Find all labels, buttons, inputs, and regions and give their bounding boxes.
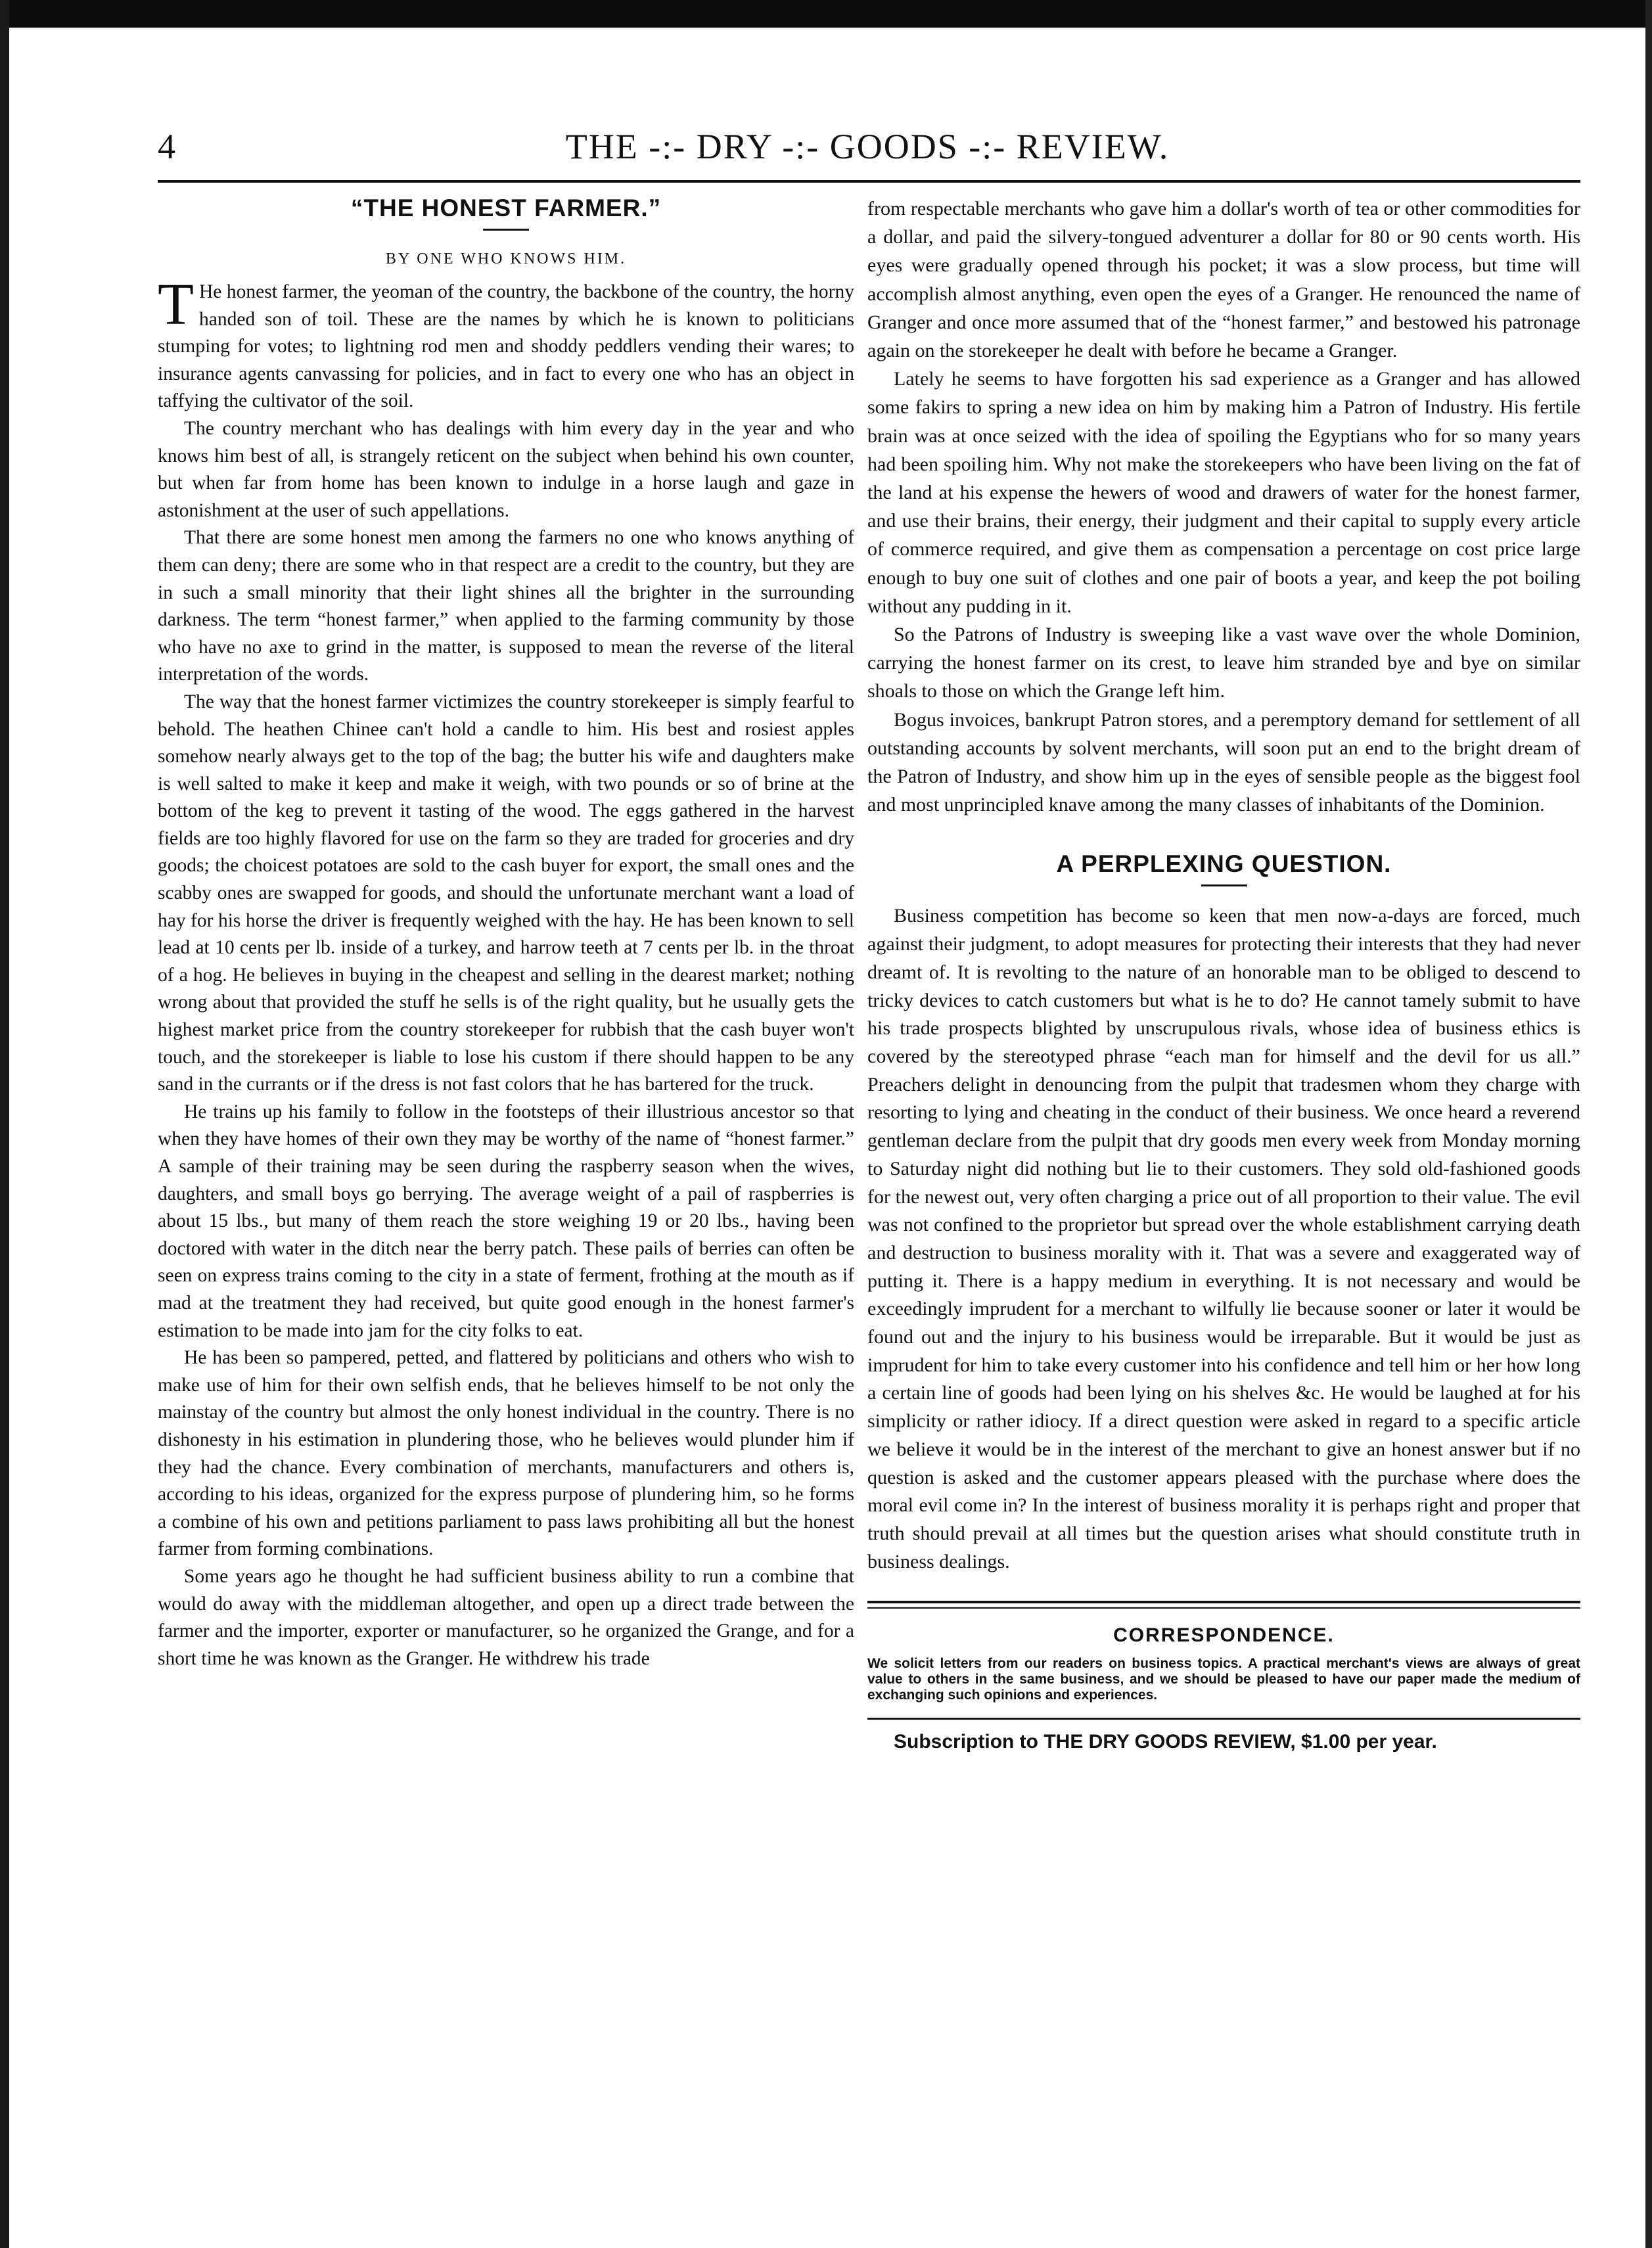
article-title: A PERPLEXING QUESTION. xyxy=(1056,850,1392,878)
left-column xyxy=(158,195,854,1672)
title-rule xyxy=(1201,884,1247,886)
continued-paragraph: So the Patrons of Industry is sweeping like a vast wave over the whole Dominion, carrying the honest farmer on its crest, to leave him stranded bye and bye on similar shoals to those on which the Grange left him. xyxy=(867,624,1580,702)
perplexing-question-article xyxy=(867,850,1580,1576)
article-title: “THE HONEST FARMER.” xyxy=(350,195,662,221)
byline: BY ONE WHO KNOWS HIM. xyxy=(385,250,627,267)
article-paragraph: He has been so pampered, petted, and flattered by politicians and others who wish to make use of him for their own selfish ends, that he believes himself to be not only the mainstay of the country but almost the only honest individual in the country. There is no dishonesty in his estimation in plundering those, who he believes would plunder him if they had the chance. Every combination of merchants, manufacturers and others is, according to his ideas, organized for the express purpose of plundering him, so he forms a combine of his own and petitions parliament to pass laws prohibiting all but the honest farmer from forming combinations. xyxy=(158,1347,854,1560)
correspondence-text: We solicit letters from our readers on business topics. A practical merchant's views are always of great value to others in the same business, and we should be pleased to have our paper made the medium of exchanging such opinions and experiences. xyxy=(867,1656,1580,1703)
article-paragraph: Some years ago he thought he had sufficient business ability to run a combine that would do away with the middleman altogether, and open up a direct trade between the farmer and the importer, exporter or manufacturer, so he organized the Grange, and for a short time he was known as the Granger. He withdrew his trade xyxy=(158,1565,854,1669)
correspondence-box xyxy=(867,1601,1580,1756)
header-rule xyxy=(158,180,1580,183)
article-paragraph: The country merchant who has dealings with him every day in the year and who knows him best of all, is strangely reticent on the subject when behind his own counter, but when far from home has been known to indulge in a horse laugh and gaze in astonishment at the user of such appellations. xyxy=(158,417,854,521)
drop-cap: T xyxy=(158,272,194,337)
article-paragraph: That there are some honest men among the farmers no one who knows anything of them can deny; there are some who in that respect are a credit to the country, but they are in such a small minority that their light shines all the brighter in the surrounding darkness. The term “honest farmer,” when applied to the farming community by those who have no axe to grind in the matter, is supposed to mean the reverse of the literal interpretation of the words. xyxy=(158,527,854,685)
continued-paragraph: from respectable merchants who gave him a dollar's worth of tea or other commodities for a dollar, and paid the silvery-tongued adventurer a dollar for 80 or 90 cents worth. His eyes were gradually opened through his pocket; it was a slow process, but time will accomplish almost anything, even open the eyes of a Granger. He renounced the name of Granger and once more assumed that of the “honest farmer,” and bestowed his patronage again on the storekeeper he dealt with before he became a Granger. xyxy=(867,198,1580,362)
page-right-edge xyxy=(1645,0,1652,2248)
page-top-border xyxy=(0,0,1652,28)
page-left-edge xyxy=(0,0,9,2248)
article-paragraph: He trains up his family to follow in the footsteps of their illustrious ancestor so that when they have homes of their own they may be worthy of the name of “honest farmer.” A sample of their training may be seen during the raspberry season when the wives, daughters, and small boys go berrying. The average weight of a pail of raspberries is about 15 lbs., but many of them reach the store weighing 19 or 20 lbs., having been doctored with water in the ditch near the berry patch. These pails of berries can often be seen on express trains coming to the city in a state of ferment, frothing at the mouth as if mad at the treatment they had received, but quite good enough in the honest farmer's estimation to be made into jam for the city folks to eat. xyxy=(158,1101,854,1341)
correspondence-title: CORRESPONDENCE. xyxy=(1113,1624,1335,1647)
running-head: THE -:- DRY -:- GOODS -:- REVIEW. xyxy=(565,127,1170,166)
article-paragraph: T He honest farmer, the yeoman of the country, the backbone of the country, the horny handed son of toil. These are the names by which he is known to politicians stumping for votes; to lightning rod men and shoddy peddlers vending their wares; to insurance agents canvassing for policies, and in fact to every one who has an object in taffying the cultivator of the soil. xyxy=(158,272,854,412)
continued-paragraph: Lately he seems to have forgotten his sad experience as a Granger and has allowed some fakirs to spring a new idea on him by making him a Patron of Industry. His fertile brain was at once seized with the idea of spoiling the Egyptians who for so many years had been spoiling him. Why not make the storekeepers who have been living on the fat of the land at his expense the hewers of wood and drawers of water for the honest farmer, and use their brains, their energy, their judgment and their capital to supply every article of commerce required, and give them as compensation a percentage on cost price large enough to buy one suit of clothes and one pair of boots a year, and keep the pot boiling without any pudding in it. xyxy=(867,368,1580,617)
double-rule xyxy=(867,1601,1580,1609)
article-paragraph: The way that the honest farmer victimizes the country storekeeper is simply fearful to behold. The heathen Chinee can't hold a candle to him. His best and rosiest apples somehow nearly always get to the top of the bag; the butter his wife and daughters make is well salted to make it keep and make it weigh, with two pounds or so of brine at the bottom of the keg to prevent it tasting of the wood. The eggs gathered in the harvest fields are too highly flavored for use on the farm so they are traded for groceries and dry goods; the choicest potatoes are sold to the cash buyer for export, the small ones and the scabby ones are swapped for goods, and should the unfortunate merchant want a load of hay for his horse the driver is frequently weighed with the hay. He has been known to sell lead at 10 cents per lb. inside of a turkey, and harrow teeth at 7 cents per lb. in the throat of a hog. He believes in buying in the cheapest and selling in the dearest market; nothing wrong about that provided the stuff he sells is of the right quality, but he usually gets the highest market price from the country storekeeper for rubbish that the cash buyer won't touch, and the storekeeper is liable to lose his custom if there should happen to be any sand in the currants or if the dress is not fast colors that he has bartered for the truck. xyxy=(158,691,854,1095)
right-column xyxy=(867,195,1580,1756)
subscription-rule xyxy=(867,1718,1580,1720)
subscription-notice: Subscription to THE DRY GOODS REVIEW, $1.00 per year. xyxy=(894,1731,1437,1753)
article-paragraph: Business competition has become so keen that men now-a-days are forced, much against their judgment, to adopt measures for protecting their interests that they had never dreamt of. It is revolting to the nature of an honorable man to be obliged to descend to tricky devices to catch customers but what is he to do? He cannot tamely submit to have his trade prospects blighted by unscrupulous rivals, whose idea of business ethics is covered by the stereotyped phrase “each man for himself and the devil for us all.” Preachers delight in denouncing from the pulpit that tradesmen whom they charge with resorting to lying and cheating in the conduct of their business. We once heard a reverend gentleman declare from the pulpit that dry goods men every week from Monday morning to Saturday night did nothing but lie to their customers. They sold old-fashioned goods for the newest out, very often charging a price out of all proportion to their value. The evil was not confined to the proprietor but spread over the whole establishment carrying death and destruction to business morality with it. That was a severe and exaggerated way of putting it. There is a happy medium in everything. It is not necessary and would be exceedingly imprudent for a merchant to wilfully lie because sooner or later it would be found out and the injury to his business would be irreparable. But it would be just as imprudent for him to take every customer into his confidence and tell him or her how long a certain line of goods had been lying on his shelves &c. He would be laughed at for his simplicity or rather idiocy. If a direct question were asked in regard to a specific article we believe it would be in the interest of the merchant to give an honest answer but if no question is asked and the customer appears pleased with the purchase where does the moral evil come in? In the interest of business morality it is perhaps right and proper that truth should prevail at all times but the question arises what should constitute truth in business dealings. xyxy=(867,905,1580,1572)
page-number: 4 xyxy=(158,127,175,166)
title-rule xyxy=(483,229,529,231)
page-header xyxy=(151,126,1584,172)
continued-paragraph: Bogus invoices, bankrupt Patron stores, and a peremptory demand for settlement of all outstanding accounts by solvent merchants, will soon put an end to the bright dream of the Patron of Industry, and show him up in the eyes of sensible people as the biggest fool and most unprincipled knave among the many classes of inhabitants of the Dominion. xyxy=(867,708,1580,816)
